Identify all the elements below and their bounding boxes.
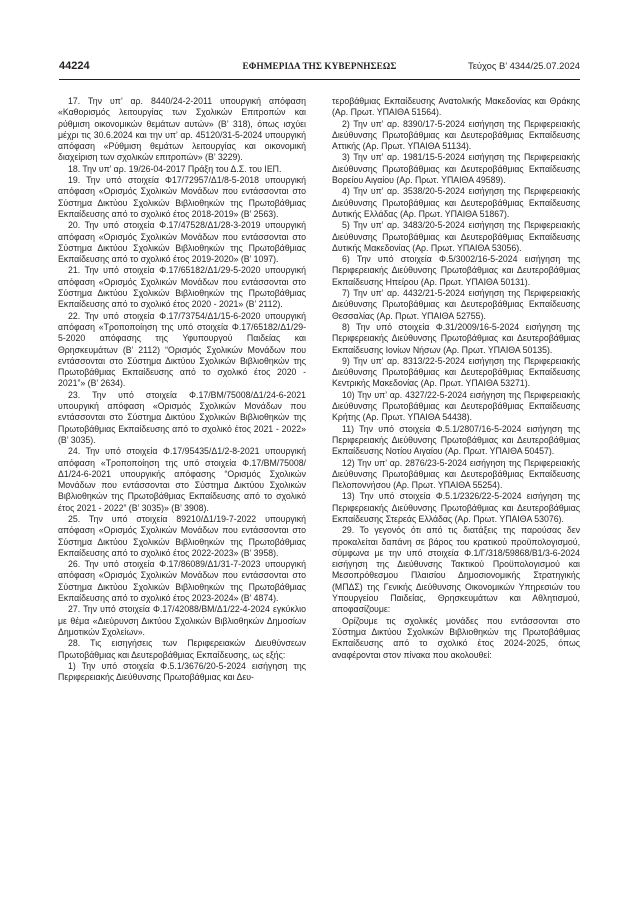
paragraph: Ορίζουμε τις σχολικές μονάδες που εντάσσονται στο Σύστημα Δικτύου Σχολικών Βιβλιοθηκών της Πρωτοβάθμιας Εκπαίδευσης από το σχολικό έτος 2024-2025, όπως αναφέρονται στον πίνακα που ακολουθεί:: [332, 615, 580, 660]
right-column: [332, 96, 580, 661]
gazette-title: ΕΦΗΜΕΡΙΔΑ ΤΗΣ ΚΥΒΕΡΝΗΣΕΩΣ: [242, 61, 397, 71]
paragraph: 18. Την υπ’ αρ. 19/26-04-2017 Πράξη του Δ.Σ. του ΙΕΠ.: [68, 163, 282, 174]
paragraph: 28. Τις εισηγήσεις των Περιφερειακών Διευθύνσεων Πρωτοβάθμιας και Δευτεροβάθμιας Εκπαίδευσης, ως εξής:: [58, 638, 306, 660]
paragraph: 23. Την υπό στοιχεία Φ.17/ΒΜ/75008/Δ1/24-6-2021 υπουργική απόφαση «Ορισμός Σχολικών Μονάδων που εντάσσονται στο Σύστημα Δικτύου Σχολικών Βιβλιοθηκών της Πρωτοβάθμιας Εκπαίδευσης από το σχολικό έτος 2021 - 2022» (Β’ 3035).: [58, 389, 306, 445]
paragraph: 3) Την υπ’ αρ. 1981/15-5-2024 εισήγηση της Περιφερειακής Διεύθυνσης Πρωτοβάθμιας και Δευτεροβάθμιας Εκπαίδευσης Βορείου Αιγαίου (Αρ. Πρωτ. ΥΠΑΙΘΑ 49589).: [332, 152, 580, 186]
paragraph: 8) Την υπό στοιχεία Φ.31/2009/16-5-2024 εισήγηση της Περιφερειακής Διεύθυνσης Πρωτοβάθμιας και Δευτεροβάθμιας Εκπαίδευσης Ιονίων Νήσων (Αρ. Πρωτ. ΥΠΑΙΘΑ 50135).: [332, 321, 580, 355]
paragraph: 19. Την υπό στοιχεία Φ17/72957/Δ1/8-5-2018 υπουργική απόφαση «Ορισμός Σχολικών Μονάδων που εντάσσονται στο Σύστημα Δικτύου Σχολικών Βιβλιοθηκών της Πρωτοβάθμιας Εκπαίδευσης από το σχολικό έτος 2018-2019» (Β’ 2563).: [58, 175, 306, 219]
paragraph: 24. Την υπό στοιχεία Φ.17/95435/Δ1/2-8-2021 υπουργική απόφαση «Τροποποίηση της υπό στοιχεία Φ.17/ΒΜ/75008/Δ1/24-6-2021 υπουργικής απόφασης “Ορισμός Σχολικών Μονάδων που εντάσσονται στο Σύστημα Δικτύου Σχολικών Βιβλιοθηκών της Πρωτοβάθμιας Εκπαίδευσης από το σχολικό έτος 2021 - 2022” (Β’ 3035)» (Β’ 3908).: [58, 446, 306, 513]
paragraph: 1) Την υπό στοιχεία Φ.5.1/3676/20-5-2024 εισήγηση της Περιφερειακής Διεύθυνσης Πρωτοβάθμιας και Δευ-: [58, 660, 306, 683]
paragraph: 7) Την υπ’ αρ. 4432/21-5-2024 εισήγηση της Περιφερειακής Διεύθυνσης Πρωτοβάθμιας και Δευτεροβάθμιας Εκπαίδευσης Θεσσαλίας (Αρ. Πρωτ. ΥΠΑΙΘΑ 52755).: [332, 288, 580, 321]
paragraph: 27. Την υπό στοιχεία Φ.17/42088/ΒΜ/Δ1/22-4-2024 εγκύκλιο με θέμα «Διεύρυνση Δικτύου Σχολικών Βιβλιοθηκών Δημοσίων Δημοτικών Σχολείων».: [58, 604, 306, 637]
paragraph: 22. Την υπό στοιχεία Φ.17/73754/Δ1/15-6-2020 υπουργική απόφαση «Τροποποίηση της υπό στοιχεία Φ.17/65182/Δ1/29-5-2020 απόφασης της Υφυπουργού Παιδείας και Θρησκευμάτων (Β’ 2112) “Ορισμός Σχολικών Μονάδων που εντάσσονται στο Σύστημα Δικτύου Σχολικών Βιβλιοθηκών της Πρωτοβάθμιας Εκπαίδευσης από το σχολικό έτος 2020 - 2021”» (Β’ 2634).: [58, 310, 306, 389]
paragraph: 25. Την υπό στοιχεία 89210/Δ1/19-7-2022 υπουργική απόφαση «Ορισμός Σχολικών Μονάδων που εντάσσονται στο Σύστημα Δικτύου Σχολικών Βιβλιοθηκών της Πρωτοβάθμιας Εκπαίδευσης από το σχολικό έτος 2022-2023» (Β’ 3958).: [58, 513, 306, 558]
paragraph: 2) Την υπ’ αρ. 8390/17-5-2024 εισήγηση της Περιφερειακής Διεύθυνσης Πρωτοβάθμιας και Δευτεροβάθμιας Εκπαίδευσης Αττικής (Αρ. Πρωτ. ΥΠΑΙΘΑ 51134).: [332, 118, 580, 152]
paragraph: 21. Την υπό στοιχεία Φ.17/65182/Δ1/29-5-2020 υπουργική απόφαση «Ορισμός Σχολικών Μονάδων που εντάσσονται στο Σύστημα Δικτύου Σχολικών Βιβλιοθηκών της Πρωτοβάθμιας Εκπαίδευσης από το σχολικό έτος 2020 - 2021» (Β’ 2112).: [58, 265, 306, 310]
paragraph: 26. Την υπό στοιχεία Φ.17/86089/Δ1/31-7-2023 υπουργική απόφαση «Ορισμός Σχολικών Μονάδων που εντάσσονται στο Σύστημα Δικτύου Σχολικών Βιβλιοθηκών της Πρωτοβάθμιας Εκπαίδευσης από το σχολικό έτος 2023-2024» (Β’ 4874).: [58, 559, 306, 604]
paragraph: 13) Την υπό στοιχεία Φ.5.1/2326/22-5-2024 εισήγηση της Περιφερειακής Διεύθυνσης Πρωτοβάθμιας και Δευτεροβάθμιας Εκπαίδευσης Στερεάς Ελλάδας (Αρ. Πρωτ. ΥΠΑΙΘΑ 53076).: [332, 491, 580, 524]
paragraph: 17. Την υπ’ αρ. 8440/24-2-2011 υπουργική απόφαση «Καθορισμός λειτουργίας των Σχολικών Επιτροπών και ρύθμιση οικονομικών θεμάτων αυτών» (Β’ 318), όπως ισχύει μέχρι τις 30.6.2024 και την υπ’ αρ. 45120/31-5-2024 υπουργική απόφαση «Ρύθμιση θεμάτων λειτουργίας και οικονομική διαχείριση των σχολικών επιτροπών» (Β’ 3229).: [58, 96, 306, 163]
paragraph: 10) Την υπ’ αρ. 4327/22-5-2024 εισήγηση της Περιφερειακής Διεύθυνσης Πρωτοβάθμιας και Δευτεροβάθμιας Εκπαίδευσης Κρήτης (Αρ. Πρωτ. ΥΠΑΙΘΑ 54438).: [332, 389, 580, 423]
header-rule: [59, 79, 580, 80]
issue-number: Τεύχος Β’ 4344/25.07.2024: [468, 60, 580, 71]
paragraph: 4) Την υπ’ αρ. 3538/20-5-2024 εισήγηση της Περιφερειακής Διεύθυνσης Πρωτοβάθμιας και Δευτεροβάθμιας Εκπαίδευσης Δυτικής Ελλάδας (Αρ. Πρωτ. ΥΠΑΙΘΑ 51867).: [332, 186, 580, 219]
paragraph: 6) Την υπό στοιχεία Φ.5/3002/16-5-2024 εισήγηση της Περιφερειακής Διεύθυνσης Πρωτοβάθμιας και Δευτεροβάθμιας Εκπαίδευσης Ηπείρου (Αρ. Πρωτ. ΥΠΑΙΘΑ 50131).: [332, 254, 580, 287]
paragraph-continued: τεροβάθμιας Εκπαίδευσης Ανατολικής Μακεδονίας και Θράκης (Αρ. Πρωτ. ΥΠΑΙΘΑ 51564).: [332, 96, 580, 118]
paragraph: 12) Την υπ’ αρ. 2876/23-5-2024 εισήγηση της Περιφερειακής Διεύθυνσης Πρωτοβάθμιας και Δευτεροβάθμιας Εκπαίδευσης Πελοποννήσου (Αρ. Πρωτ. ΥΠΑΙΘΑ 55254).: [332, 457, 580, 491]
paragraph: 5) Την υπ’ αρ. 3483/20-5-2024 εισήγηση της Περιφερειακής Διεύθυνσης Πρωτοβάθμιας και Δευτεροβάθμιας Εκπαίδευσης Δυτικής Μακεδονίας (Αρ. Πρωτ. ΥΠΑΙΘΑ 53056).: [332, 220, 580, 253]
page-number: 44224: [59, 60, 90, 72]
paragraph: 11) Την υπό στοιχεία Φ.5.1/2807/16-5-2024 εισήγηση της Περιφερειακής Διεύθυνσης Πρωτοβάθμιας και Δευτεροβάθμιας Εκπαίδευσης Νοτίου Αιγαίου (Αρ. Πρωτ. ΥΠΑΙΘΑ 50457).: [332, 423, 580, 457]
left-column: [58, 96, 306, 683]
paragraph: 9) Την υπ’ αρ. 8313/22-5-2024 εισήγηση της Περιφερειακής Διεύθυνσης Πρωτοβάθμιας και Δευτεροβάθμιας Εκπαίδευσης Κεντρικής Μακεδονίας (Αρ. Πρωτ. ΥΠΑΙΘΑ 53271).: [332, 355, 580, 389]
paragraph: 29. Το γεγονός ότι από τις διατάξεις της παρούσας δεν προκαλείται δαπάνη σε βάρος του κρατικού προϋπολογισμού, σύμφωνα με την υπό στοιχεία Φ.1/Γ/318/59868/Β1/3-6-2024 εισήγηση της Διεύθυνσης Τακτικού Προϋπολογισμού και Μεσοπρόθεσμου Πλαισίου Δημοσιονομικής Στρατηγικής (ΜΠΔΣ) της Γενικής Διεύθυνσης Οικονομικών Υπηρεσιών του Υπουργείου Παιδείας, Θρησκευμάτων και Αθλητισμού, αποφασίζουμε:: [332, 525, 580, 615]
page-header: [59, 60, 580, 78]
paragraph: 20. Την υπό στοιχεία Φ.17/47528/Δ1/28-3-2019 υπουργική απόφαση «Ορισμός Σχολικών Μονάδων που εντάσσονται στο Σύστημα Δικτύου Σχολικών Βιβλιοθηκών της Πρωτοβάθμιας Εκπαίδευσης από το σχολικό έτος 2019-2020» (Β’ 1097).: [58, 220, 306, 265]
